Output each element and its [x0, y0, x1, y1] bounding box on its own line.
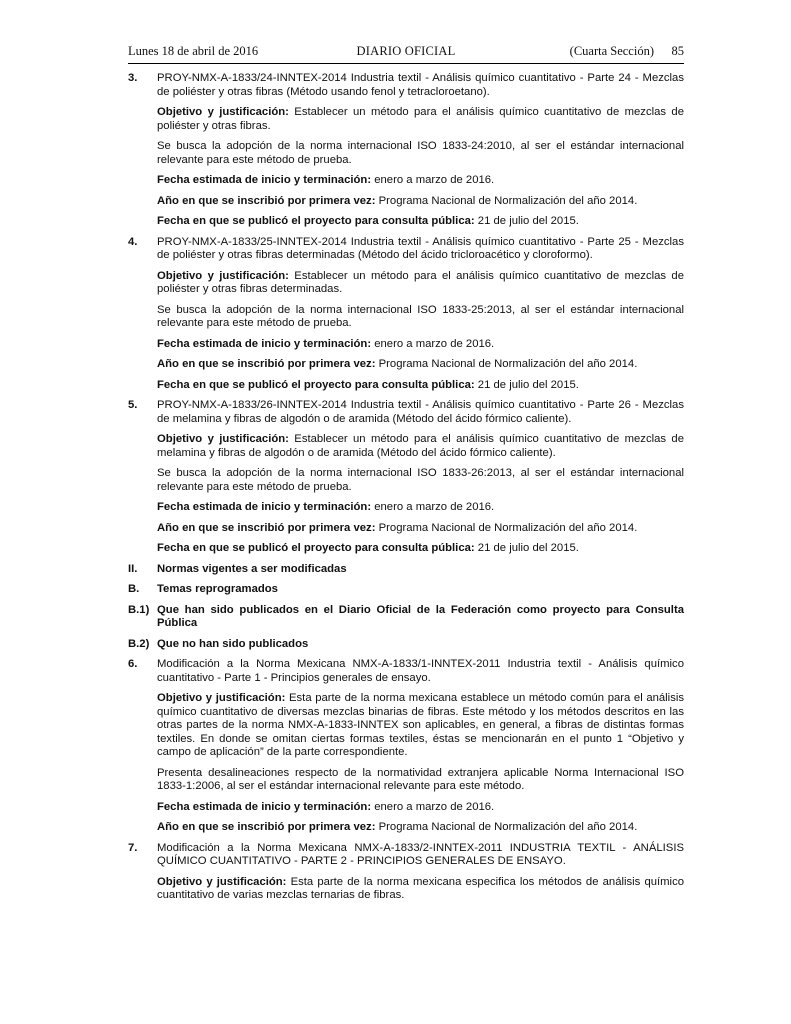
item-number: 3. — [128, 72, 138, 84]
fecha-estimada-paragraph — [157, 801, 684, 815]
item-number: 4. — [128, 235, 138, 248]
anio-inscribio-paragraph — [157, 358, 684, 372]
fecha-publico-value: 21 de julio del 2015. — [477, 215, 579, 227]
heading-text: Normas vigentes a ser modificadas — [157, 562, 347, 575]
header-date: Lunes 18 de abril de 2016 — [128, 44, 259, 58]
anio-inscribio-label: Año en que se inscribió por primera vez: — [157, 358, 376, 370]
objetivo-label: Objetivo y justificación: — [157, 433, 289, 445]
fecha-publico-paragraph — [157, 542, 684, 556]
section-heading — [128, 638, 684, 652]
fecha-estimada-label: Fecha estimada de inicio y terminación: — [157, 501, 372, 513]
fecha-publico-label: Fecha en que se publicó el proyecto para consulta pública: — [157, 378, 475, 391]
item-title: Modificación a la Norma Mexicana NMX-A-1833/2-INNTEX-2011 INDUSTRIA TEXTIL - ANÁLISIS QUÍMICO CUANTITATIVO - PARTE 2 - PRINCIPIOS GENERALES DE ENSAYO. — [157, 841, 684, 867]
anio-inscribio-value: Programa Nacional de Normalización del año 2014. — [378, 821, 638, 833]
objetivo-text: Establecer un método para el análisis químico cuantitativo de mezclas de poliéster y otras fibras determinadas. — [157, 269, 684, 295]
heading-number: B. — [128, 583, 140, 595]
document-body — [128, 72, 684, 910]
heading-text: Temas reprogramados — [157, 583, 278, 595]
item-number: 7. — [128, 841, 138, 854]
fecha-publico-paragraph — [157, 215, 684, 229]
heading-text: Que no han sido publicados — [157, 637, 309, 650]
objetivo-label: Objetivo y justificación: — [157, 269, 289, 282]
anio-inscribio-value: Programa Nacional de Normalización del año 2014. — [378, 521, 638, 534]
fecha-estimada-value: enero a marzo de 2016. — [374, 501, 495, 513]
item-title: PROY-NMX-A-1833/25-INNTEX-2014 Industria textil - Análisis químico cuantitativo - Parte 25 - Mezclas de poliéster y otras fibras determinadas (Método del ácido tricloroacético y cloroformo). — [157, 235, 684, 261]
anio-inscribio-paragraph — [157, 821, 684, 835]
header-page-number: 85 — [671, 44, 684, 58]
anio-inscribio-label: Año en que se inscribió por primera vez: — [157, 194, 376, 207]
item-title: PROY-NMX-A-1833/24-INNTEX-2014 Industria textil - Análisis químico cuantitativo - Parte 24 - Mezclas de poliéster y otras fibras (Método usando fenol y tetracloroetano). — [157, 72, 684, 98]
anio-inscribio-label: Año en que se inscribió por primera vez: — [157, 821, 376, 833]
objetivo-label: Objetivo y justificación: — [157, 875, 287, 888]
desalineaciones-paragraph: Presenta desalineaciones respecto de la normatividad extranjera aplicable Norma Internacional ISO 1833-1:2006, al ser el estándar internacional relevante para este método. — [157, 766, 684, 792]
fecha-publico-label: Fecha en que se publicó el proyecto para consulta pública: — [157, 215, 475, 227]
fecha-estimada-paragraph — [157, 338, 684, 352]
list-item — [128, 842, 684, 869]
objetivo-label: Objetivo y justificación: — [157, 106, 289, 118]
heading-number: B.1) — [128, 603, 150, 616]
anio-inscribio-paragraph — [157, 522, 684, 536]
fecha-estimada-label: Fecha estimada de inicio y terminación: — [157, 800, 372, 813]
objetivo-text: Establecer un método para el análisis químico cuantitativo de mezclas de poliéster y otras fibras. — [157, 106, 684, 132]
objetivo-paragraph — [157, 876, 684, 903]
fecha-publico-label: Fecha en que se publicó el proyecto para consulta pública: — [157, 542, 475, 554]
item-title: Modificación a la Norma Mexicana NMX-A-1833/1-INNTEX-2011 Industria textil - Análisis químico cuantitativo - Parte 1 - Principios generales de ensayo. — [157, 658, 684, 684]
heading-text: Que han sido publicados en el Diario Oficial de la Federación como proyecto para Consulta Pública — [157, 603, 684, 629]
objetivo-paragraph — [157, 106, 684, 133]
header-title: DIARIO OFICIAL — [356, 44, 456, 58]
fecha-estimada-paragraph — [157, 501, 684, 515]
objetivo-text: Esta parte de la norma mexicana establece un método común para el análisis químico cuantitativo de diversas mezclas binarias de fibras. Este método y los métodos descritos en las otras partes de la norma NMX-A-1833-INNTEX son aplicables, en general, a fibras de distintas formas textiles. En donde se omitan ciertas formas textiles, éstas se mencionarán en el punto 1 “Objetivo y campo de aplicación” de la parte correspondiente. — [157, 692, 684, 758]
fecha-publico-value: 21 de julio del 2015. — [477, 378, 579, 391]
page-header — [128, 44, 684, 60]
anio-inscribio-value: Programa Nacional de Normalización del año 2014. — [378, 194, 638, 207]
fecha-estimada-value: enero a marzo de 2016. — [374, 800, 495, 813]
header-section: (Cuarta Sección) — [569, 44, 654, 58]
objetivo-label: Objetivo y justificación: — [157, 692, 286, 704]
list-item — [128, 236, 684, 263]
adopcion-paragraph: Se busca la adopción de la norma internacional ISO 1833-25:2013, al ser el estándar internacional relevante para este método de prueba. — [157, 303, 684, 329]
fecha-estimada-value: enero a marzo de 2016. — [374, 174, 495, 186]
objetivo-text: Esta parte de la norma mexicana especifica los métodos de análisis químico cuantitativo de varias mezclas ternarias de fibras. — [157, 875, 684, 901]
objetivo-text: Establecer un método para el análisis químico cuantitativo de mezclas de melamina y fibras de algodón o de aramida (Método del ácido fórmico caliente). — [157, 433, 684, 459]
section-heading — [128, 604, 684, 631]
fecha-estimada-paragraph — [157, 174, 684, 188]
anio-inscribio-paragraph — [157, 195, 684, 209]
item-title: PROY-NMX-A-1833/26-INNTEX-2014 Industria textil - Análisis químico cuantitativo - Parte 26 - Mezclas de melamina y fibras de algodón o de aramida (Método del ácido fórmico caliente). — [157, 399, 684, 425]
list-item — [128, 72, 684, 99]
list-item — [128, 658, 684, 685]
anio-inscribio-label: Año en que se inscribió por primera vez: — [157, 521, 376, 534]
anio-inscribio-value: Programa Nacional de Normalización del año 2014. — [378, 358, 638, 370]
adopcion-paragraph: Se busca la adopción de la norma internacional ISO 1833-26:2013, al ser el estándar internacional relevante para este método de prueba. — [157, 467, 684, 493]
heading-number: B.2) — [128, 637, 150, 650]
fecha-estimada-value: enero a marzo de 2016. — [374, 337, 495, 350]
fecha-estimada-label: Fecha estimada de inicio y terminación: — [157, 337, 372, 350]
fecha-estimada-label: Fecha estimada de inicio y terminación: — [157, 174, 372, 186]
heading-number: II. — [128, 562, 138, 575]
item-number: 6. — [128, 658, 138, 670]
objetivo-paragraph — [157, 692, 684, 760]
section-heading — [128, 583, 684, 597]
header-rule — [128, 63, 684, 64]
adopcion-paragraph: Se busca la adopción de la norma internacional ISO 1833-24:2010, al ser el estándar internacional relevante para este método de prueba. — [157, 140, 684, 166]
objetivo-paragraph — [157, 433, 684, 460]
list-item — [128, 399, 684, 426]
fecha-publico-value: 21 de julio del 2015. — [477, 542, 579, 554]
objetivo-paragraph — [157, 270, 684, 297]
item-number: 5. — [128, 399, 138, 411]
section-heading — [128, 563, 684, 577]
fecha-publico-paragraph — [157, 379, 684, 393]
